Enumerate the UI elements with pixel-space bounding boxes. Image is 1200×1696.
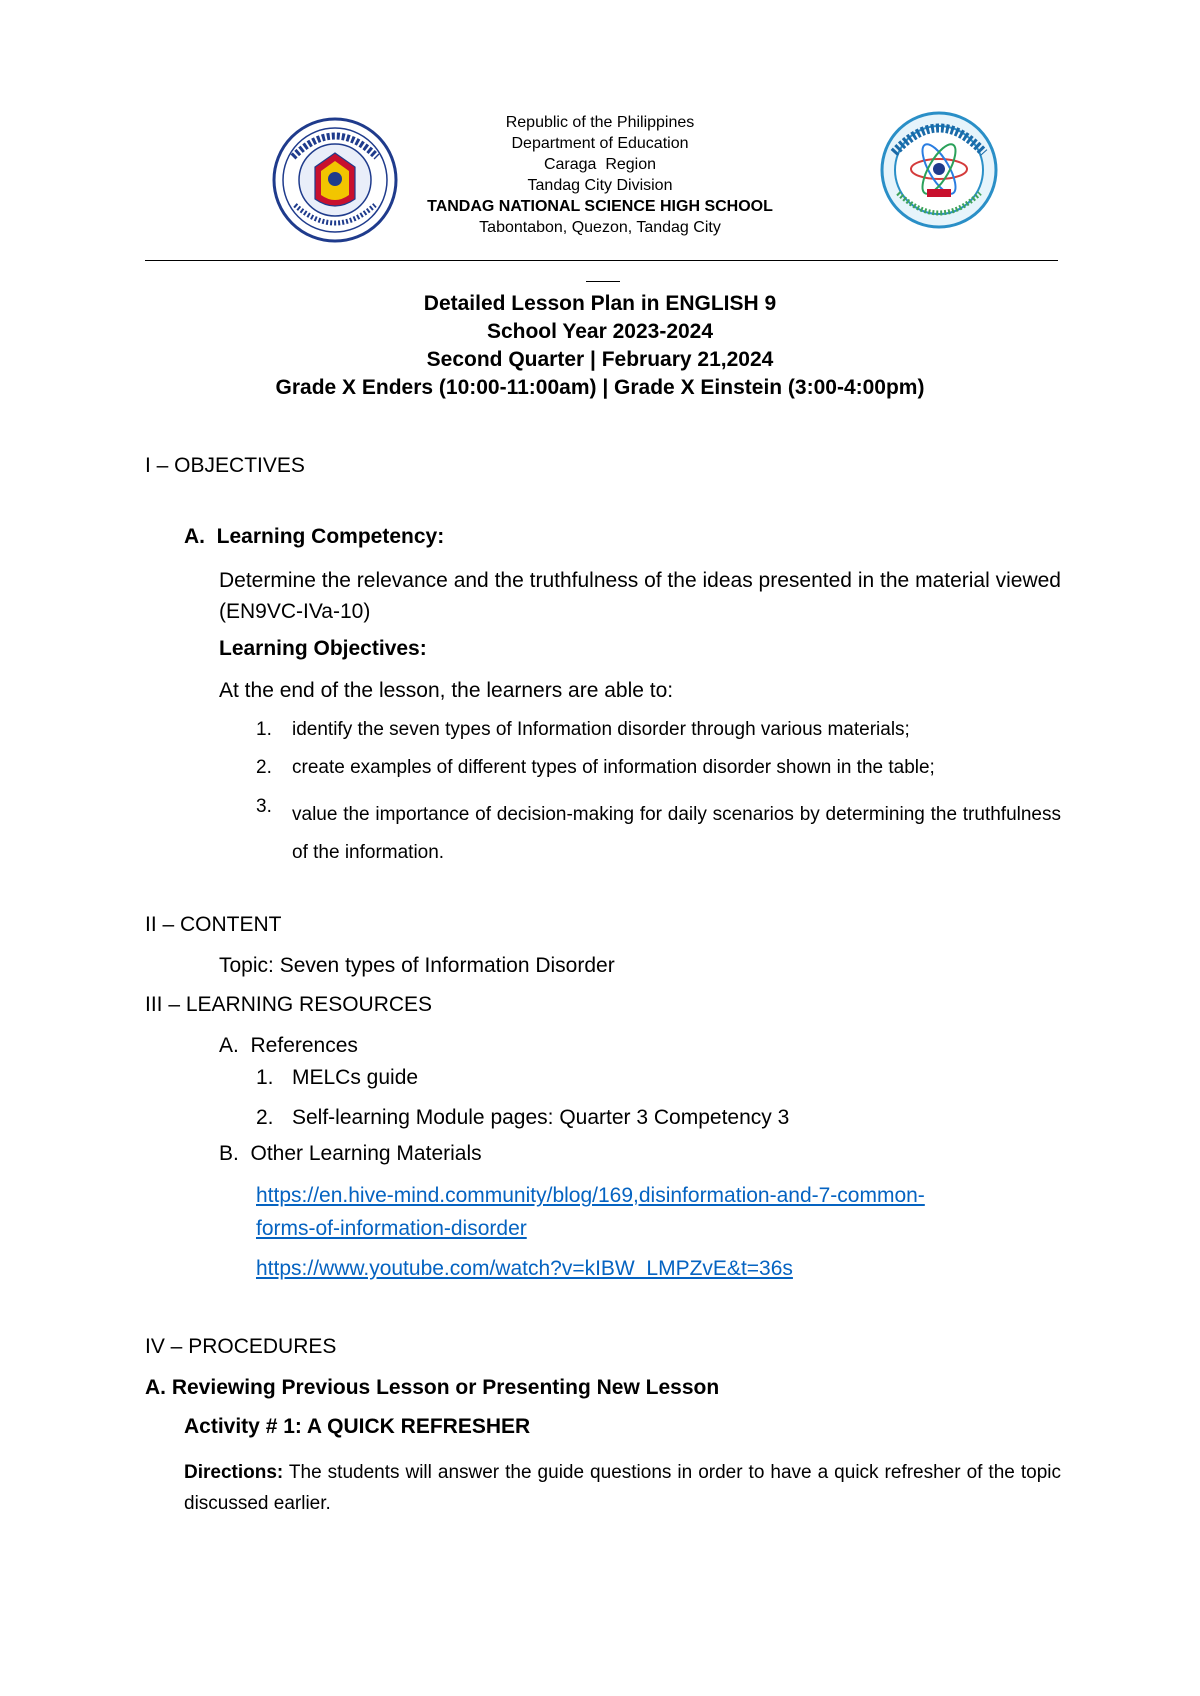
header-line-region: Caraga Region (543, 156, 657, 173)
hive-mind-link-line-1[interactable]: https://en.hive-mind.community/blog/169,disinformation-and-7-common- (256, 1184, 925, 1207)
learning-objectives-label: Learning Objectives: (219, 637, 427, 660)
header-line-division: Tandag City Division (527, 177, 673, 194)
header-school-name: TANDAG NATIONAL SCIENCE HIGH SCHOOL (427, 198, 773, 215)
reference-number-2: 2. (256, 1106, 274, 1129)
objective-item-3: value the importance of decision-making for daily scenarios by determining the truthfulness of the information. (292, 804, 1061, 863)
resources-heading: III – LEARNING RESOURCES (145, 993, 433, 1016)
objectives-heading: I – OBJECTIVES (145, 454, 305, 477)
objective-item-1: identify the seven types of Information disorder through various materials; (292, 719, 910, 740)
header-line-department: Department of Education (511, 135, 689, 152)
school-year: School Year 2023-2024 (486, 320, 714, 343)
content-heading: II – CONTENT (145, 913, 282, 936)
class-schedule: Grade X Enders (10:00-11:00am) | Grade X Einstein (3:00-4:00pm) (275, 376, 925, 399)
directions-text: The students will answer the guide questions in order to have a quick refresher of the topic discussed earlier. (184, 1462, 1061, 1514)
reference-item-1: MELCs guide (292, 1066, 419, 1089)
activity-title: Activity # 1: A QUICK REFRESHER (184, 1415, 531, 1438)
header-divider (145, 260, 1058, 261)
reference-number-1: 1. (256, 1066, 274, 1089)
procedures-subheading-a: A. Reviewing Previous Lesson or Presenting New Lesson (145, 1376, 720, 1399)
learning-competency-label: A. Learning Competency: (184, 525, 445, 548)
objective-number-1: 1. (256, 719, 272, 740)
directions-label: Directions: (184, 1462, 284, 1483)
lesson-title: Detailed Lesson Plan in ENGLISH 9 (423, 292, 777, 315)
objective-number-3: 3. (256, 796, 272, 817)
objective-number-2: 2. (256, 757, 272, 778)
learning-competency-text: Determine the relevance and the truthfulness of the ideas presented in the material viewed (EN9VC-IVa-10) (219, 569, 1061, 623)
other-materials-label: B. Other Learning Materials (219, 1142, 482, 1165)
youtube-link[interactable]: https://www.youtube.com/watch?v=kIBW_LMPZvE&t=36s (256, 1257, 793, 1280)
procedures-heading: IV – PROCEDURES (145, 1335, 337, 1358)
references-label: A. References (219, 1034, 358, 1057)
reference-item-2: Self-learning Module pages: Quarter 3 Competency 3 (292, 1106, 790, 1129)
letterhead (0, 112, 1200, 238)
header-line-republic: Republic of the Philippines (505, 114, 695, 131)
lesson-title-block (0, 290, 1200, 402)
header-address: Tabontabon, Quezon, Tandag City (479, 219, 721, 236)
content-topic: Topic: Seven types of Information Disorder (219, 954, 615, 977)
header-divider-tail (586, 281, 620, 282)
activity-directions (184, 1457, 1061, 1519)
objective-item-2: create examples of different types of information disorder shown in the table; (292, 757, 935, 778)
hive-mind-link-line-2[interactable]: forms-of-information-disorder (256, 1217, 527, 1240)
quarter-date: Second Quarter | February 21,2024 (426, 348, 774, 371)
objectives-intro: At the end of the lesson, the learners are able to: (219, 679, 674, 702)
